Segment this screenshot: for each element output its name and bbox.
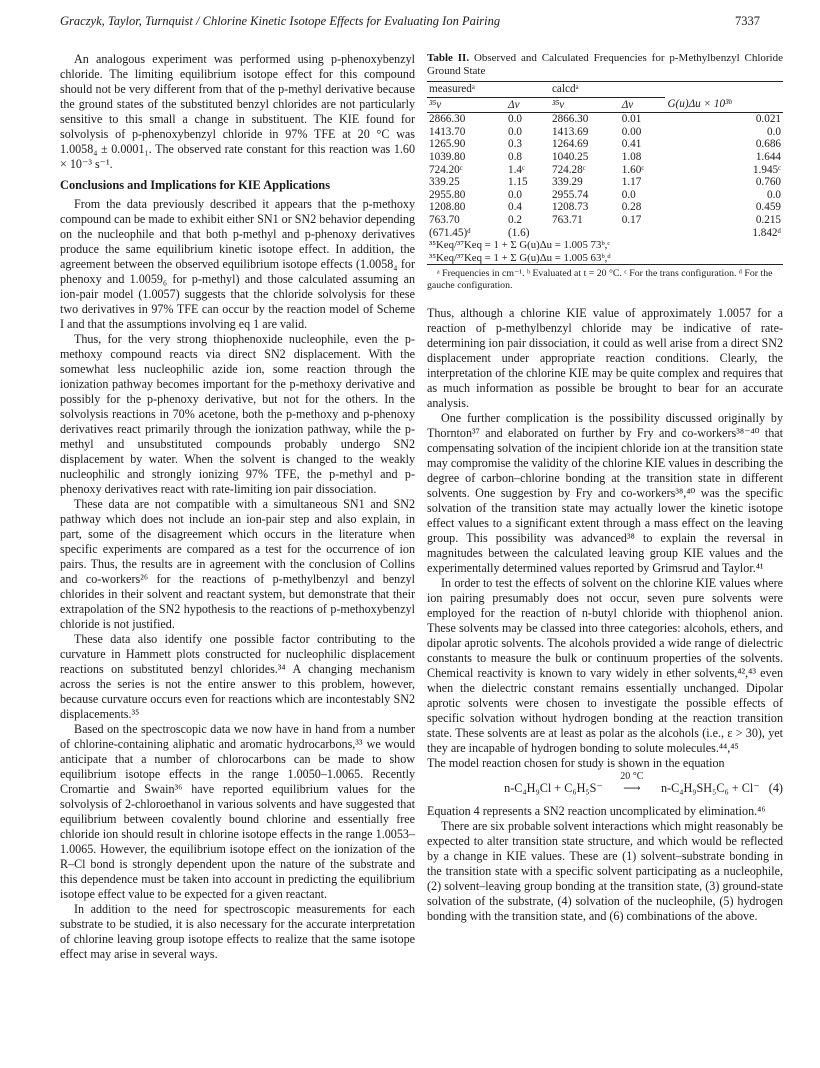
- paragraph-right-3: In order to test the effects of solvent on the chlorine KIE values where ion pairing presumably does not occur, seven pure solvents were employed for the reaction of n-butyl chloride with thiophenol anion. These solvents may be classed into three categories: alcohols, ethers, and dipolar aprotic solvents. The alcohols provided a wide range of dielectric constants to measure the bulk or continuum properties of the solvents. Chemical reactivity is known to vary widely in ether solvents,⁴²,⁴³ even when the dielectric constant remains essentially unchanged. Dipolar aprotic solvents were chosen to investigate the possible effects of specific solvation without hydrogen bonding at the reaction transition state. These solvents are at least as polar as the alcohols (i.e., ε > 30), yet they are incapable of hydrogen bonding to solute molecules.⁴⁴,⁴⁵: [427, 576, 783, 756]
- table-row: (671.45)ᵈ (1.6) 1.842ᵈ: [429, 226, 781, 239]
- keq-row-gauche: ³⁵Keq/³⁷Keq = 1 + Σ G(u)Δu = 1.005 63ᵇ,ᵈ: [429, 251, 611, 264]
- paragraph-conclusions-2: Thus, for the very strong thiophenoxide nucleophile, even the p-methoxy compound reacts via direct SN2 displacement. With the somewhat less nucleophilic azide ion, some reaction through the ionization pathway becomes important for the p-methoxy derivative and possibly for the p-phenoxy derivative, but not for the others. In the solvolysis reactions in 70% acetone, both the p-methoxy and p-phenoxy derivatives react primarily through the ionization pathway, while the p-methyl and unsubstituted compounds probably undergo SN2 displacement by water. When the solvent is changed to the weakly nucleophilic and strongly ionizing 97% TFE, the p-methyl and p-phenoxy derivatives react with rate-limiting ion pair dissociation.: [60, 332, 415, 496]
- paragraph-right-2: One further complication is the possibility discussed originally by Thornton³⁷ and elaborated on further by Fry and co-workers³⁸⁻⁴⁰ that compensating solvation of the incipient chloride ion at the transition state may compromise the validity of the chlorine KIE values in describing the degree of carbon–chlorine bonding at the transition state in different solvents. One suggestion by Fry and co-workers³⁸,⁴⁰ was the specific solvation of the transition state may actually lower the kinetic isotope effect values to a significant extent through a mass effect on the leaving group. This possibility was advanced³⁸ to explain the reversal in magnitudes between the calculated leaving group KIE values and the experimentally determined values reported by Grimsrud and Taylor.⁴¹: [427, 411, 783, 576]
- paragraph-conclusions-3: These data are not compatible with a simultaneous SN1 and SN2 pathway which does not include an ion-pair step and also explain, in part, some of the disagreement which occurs in the literature when specific experiments are compared as a test for the occurrence of ion pairs. Thus, the results are in agreement with the conclusion of Collins and co-workers²⁶ for the reactions of p-methylbenzyl and benzyl chlorides in their solvent and reactant system, but demonstrate that their extrapolation of the SN2 hypothesis to the reactions of p-methoxybenzyl chloride is not justified.: [60, 497, 415, 631]
- col-header-nu35-calcd: ³⁵ν: [550, 97, 620, 113]
- section-heading-conclusions: Conclusions and Implications for KIE Applications: [60, 178, 331, 192]
- table-row: 724.20ᶜ 1.4ᶜ 724.28ᶜ 1.60ᶜ 1.945ᶜ: [429, 163, 781, 176]
- col-header-dnu-calcd: Δν: [620, 97, 666, 113]
- reaction-arrow: 20 °C ⟶: [606, 781, 658, 796]
- equation-number: (4): [768, 781, 783, 796]
- reaction-condition: 20 °C: [620, 771, 644, 783]
- table-caption: [427, 52, 783, 78]
- paragraph-pphenoxy-experiment: An analogous experiment was performed using p-phenoxybenzyl chloride. The limiting equilibrium isotope effect for this compound should not be very different from that of the p-methyl derivative because the ground states of the substituted benzyl chlorides are not particularly sensitive to this small a change in substituent. The KIE found for solvolysis of p-phenoxybenzyl chloride in 97% TFE at 20 °C was 1.0058₄ ± 0.0001₁. The observed rate constant for this reaction was 1.60 × 10⁻³ s⁻¹.: [60, 52, 415, 171]
- running-head-title: Graczyk, Taylor, Turnquist / Chlorine Kinetic Isotope Effects for Evaluating Ion Pairing: [60, 14, 501, 28]
- left-column: [60, 52, 415, 962]
- table-caption-text: Observed and Calculated Frequencies for p-Methylbenzyl Chloride Ground State: [427, 52, 783, 77]
- table-row: 1208.80 0.4 1208.73 0.28 0.459: [429, 201, 781, 214]
- paragraph-right-1: Thus, although a chlorine KIE value of approximately 1.0057 for a reaction of p-methylbenzyl chloride may be indicative of rate-determining ion pair dissociation, it could as well arise from a direct SN2 displacement under appropriate reaction conditions. Clearly, the interpretation of the chlorine KIE may be quite complex and requires that as much information as possible be brought to bear for an accurate analysis.: [427, 306, 783, 411]
- keq-row-trans: ³⁵Keq/³⁷Keq = 1 + Σ G(u)Δu = 1.005 73ᵇ,ᶜ: [429, 239, 611, 252]
- table-row: 2866.30 0.0 2866.30 0.01 0.021: [429, 113, 781, 126]
- table-row: 1039.80 0.8 1040.25 1.08 1.644: [429, 150, 781, 163]
- table-footnote: ᵃ Frequencies in cm⁻¹. ᵇ Evaluated at t = 20 °C. ᶜ For the trans configuration. ᵈ For the gauche configuration.: [427, 268, 773, 292]
- table-row: 1413.70 0.0 1413.69 0.00 0.0: [429, 125, 781, 138]
- paragraph-conclusions-6: In addition to the need for spectroscopic measurements for each substrate to be studied, it is also necessary for the accurate interpretation of chlorine leaving group isotope effects to realize that the same isotope effect may arise in several ways.: [60, 902, 415, 961]
- header-calcd: calcdᵃ: [550, 82, 665, 98]
- col-header-gu: G(u)Δu × 10³ᵇ: [665, 97, 783, 113]
- paragraph-conclusions-4: These data also identify one possible factor contributing to the curvature in Hammett plots constructed for nucleophilic displacement reactions on substituted benzyl chlorides.³⁴ A changing mechanism across the series is not the entire answer to this problem, however, because curvature occurs even for reactions which are incontestably SN2 displacements.³⁵: [60, 632, 415, 721]
- paragraph-right-5: Equation 4 represents a SN2 reaction uncomplicated by elimination.⁴⁶: [427, 804, 766, 819]
- table-row: 339.25 1.15 339.29 1.17 0.760: [429, 176, 781, 189]
- frequency-table: [427, 81, 783, 265]
- running-head: [60, 14, 760, 32]
- table-caption-label: Table II.: [427, 52, 470, 64]
- table-row: 763.70 0.2 763.71 0.17 0.215: [429, 213, 781, 226]
- table-body: [427, 113, 783, 265]
- paragraph-conclusions-1: From the data previously described it appears that the p-methoxy compound can be made to exhibit either SN1 or SN2 behavior depending on the nucleophile and that both p-methyl and p-phenoxy derivatives produce the same equilibrium kinetic isotope effect. In addition, the agreement between the observed equilibrium isotope effects (1.0058₄ for phenoxy and 1.0059₆ for p-methyl) and those calculated assuming an ion-pair model (1.0057) suggests that the chloride solvolysis for these two derivatives in 97% TFE can occur by the reaction model of Scheme I and that the assumptions involving eq 1 are valid.: [60, 197, 415, 331]
- page-number: 7337: [735, 14, 760, 28]
- paragraph-right-4: The model reaction chosen for study is shown in the equation: [427, 756, 725, 771]
- right-column: [427, 52, 783, 924]
- paragraph-conclusions-5: Based on the spectroscopic data we now have in hand from a number of chlorine-containing aliphatic and aromatic hydrocarbons,³³ we would anticipate that a number of chlorocarbons can be made to show equilibrium isotope effects in the range 1.0050–1.0065. Recently Cromartie and Swain³⁶ have reported equilibrium values for the solvolysis of 2-chloroethanol in various solvents and have suggested that equilibrium between covalently bound chlorine and essentially free chloride ion should result in chlorine isotope effects in the range 1.0053–1.0065. However, the equilibrium isotope effect on the ionization of the R–Cl bond is strongly dependent upon the nature of the substrate and this dependence must be taken into account in predicting the equilibrium isotope effect value to be expected for a given reactant.: [60, 722, 415, 901]
- equation-reactants: n-C₄H₉Cl + C₆H₅S⁻: [504, 781, 603, 796]
- table-row: 1265.90 0.3 1264.69 0.41 0.686: [429, 138, 781, 151]
- header-measured: measuredᵃ: [427, 82, 550, 98]
- col-header-dnu-measured: Δν: [506, 97, 550, 113]
- col-header-nu35-measured: ³⁵ν: [427, 97, 506, 113]
- paragraph-right-6: There are six probable solvent interactions which might reasonably be expected to alter transition state structure, and which would be reflected by a change in KIE values. These are (1) solvent–substrate bonding in the transition state with a specific solvent participating as a nucleophile, (2) solvent–leaving group bonding at the transition state, (3) ground-state solvation of the substrate, (4) solvation of the nucleophile, (5) hydrogen bonding with the transition state, and (6) combinations of the above.: [427, 819, 783, 924]
- equation-products: n-C₄H₉SH₅C₆ + Cl⁻: [660, 781, 760, 796]
- table-row: 2955.80 0.0 2955.74 0.0 0.0: [429, 188, 781, 201]
- equation-4: [427, 771, 783, 796]
